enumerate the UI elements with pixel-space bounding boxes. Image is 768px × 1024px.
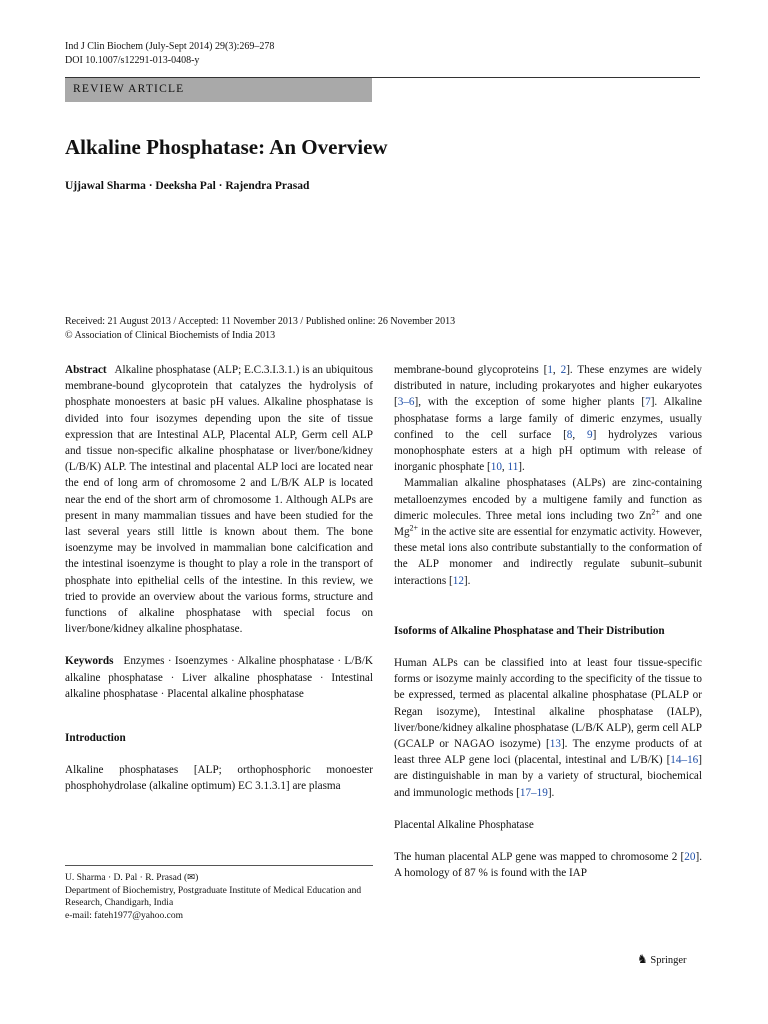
doi[interactable]: DOI 10.1007/s12291-013-0408-y	[65, 55, 200, 66]
correspondence-email[interactable]: e-mail: fateh1977@yahoo.com	[65, 910, 183, 921]
introduction-heading: Introduction	[65, 732, 126, 745]
correspondence-dept: Department of Biochemistry, Postgraduate Institute of Medical Education and Research, Chandigarh, India	[65, 885, 362, 908]
abstract	[65, 362, 373, 637]
citation-link[interactable]: 8	[566, 428, 573, 441]
journal-citation	[65, 40, 274, 68]
author-list: Ujjawal Sharma · Deeksha Pal · Rajendra Prasad	[65, 180, 310, 192]
citation-link[interactable]: 11	[507, 461, 519, 474]
publisher-logo	[637, 952, 687, 967]
article-title: Alkaline Phosphatase: An Overview	[65, 135, 388, 159]
subheading-placental: Placental Alkaline Phosphatase	[394, 818, 534, 831]
citation-link[interactable]: 9	[587, 428, 593, 441]
publication-dates	[65, 315, 455, 343]
citation-link[interactable]: 12	[452, 574, 464, 587]
copyright-line: © Association of Clinical Biochemists of India 2013	[65, 330, 276, 341]
article-type-label: REVIEW ARTICLE	[73, 83, 185, 95]
history-dates: Received: 21 August 2013 / Accepted: 11 November 2013 / Published online: 26 November 2013	[65, 316, 456, 327]
right-column	[394, 362, 702, 881]
publisher-name: Springer	[650, 955, 687, 966]
paragraph-glycoproteins: membrane-bound glycoproteins [1, 2]. These enzymes are widely distributed in nature, including prokaryotes and higher eukaryotes [3–6], with the exception of some higher plants [7]. Alkaline phosphatase forms a large family of dimeric enzymes, usually confined to the cell surface [8, 9] hydrolyzes various monophosphate esters at a high pH optimum with release of inorganic phosphate [10, 11].	[394, 364, 703, 474]
citation-link[interactable]: 2	[560, 364, 567, 376]
keywords-text: Enzymes · Isoenzymes · Alkaline phosphatase · L/B/K alkaline phosphatase · Liver alkaline phosphatase · Intestinal alkaline phosphatase · Placental alkaline phosphatase	[65, 655, 373, 700]
citation-link[interactable]: 20	[684, 851, 696, 864]
citation-link[interactable]: 13	[549, 738, 561, 751]
citation-link[interactable]: 1	[547, 364, 553, 376]
abstract-label: Abstract	[65, 364, 107, 376]
citation-link[interactable]: 14–16	[670, 754, 699, 767]
paragraph-placental: The human placental ALP gene was mapped to chromosome 2 [20]. A homology of 87 % is found with the IAP	[394, 851, 702, 880]
journal-line: Ind J Clin Biochem (July-Sept 2014) 29(3):269–278	[65, 41, 275, 52]
citation-link[interactable]: 3–6	[397, 396, 415, 409]
paragraph-mammalian-alps: Mammalian alkaline phosphatases (ALPs) are zinc-containing metalloenzymes encoded by a multigene family and function as dimeric molecules. Three metal ions including two $Zn^{2+}$ and one $Mg^{2+}$ in the active site are essential for enzymatic activity. However, these metal ions also contribute substantially to the conformation of the ALP monomer and indirectly regulate subunit–subunit interactions [12].	[394, 477, 703, 587]
correspondence-names: U. Sharma · D. Pal · R. Prasad (✉)	[65, 873, 199, 883]
citation-link[interactable]: 17–19	[519, 786, 548, 799]
keywords	[65, 653, 373, 702]
correspondence-block	[65, 865, 373, 922]
section-heading-isoforms: Isoforms of Alkaline Phosphatase and Their Distribution	[394, 624, 665, 637]
left-column	[65, 362, 373, 795]
keywords-label: Keywords	[65, 655, 114, 668]
introduction-text: Alkaline phosphatases [ALP; orthophosphoric monoester phosphohydrolase (alkaline optimum) EC 3.1.3.1] are plasma	[65, 764, 373, 793]
springer-horse-icon: ♞	[637, 952, 648, 966]
citation-link[interactable]: 10	[490, 461, 502, 474]
abstract-text: Alkaline phosphatase (ALP; E.C.3.I.3.1.) is an ubiquitous membrane-bound glycoprotein that catalyzes the hydrolysis of phosphate monoesters at basic pH values. Alkaline phosphatase is divided into four isozymes depending upon the site of tissue expression that are Intestinal ALP, Placental ALP, Germ cell ALP and tissue non-specific alkaline phosphatase or liver/bone/kidney (L/B/K) ALP. The intestinal and placental ALP loci are located near the end of long arm of chromosome 2 and L/B/K ALP is located near the end of the short arm of chromosome 1. Although ALPs are present in many mammalian tissues and have been studied for the last several years still little is known about them. The bone isoenzyme may be involved in mammalian bone calcification and the intestinal isoenzyme is thought to play a role in the transport of phosphate into epithelial cells of the intestine. In this review, we tried to provide an overview about the various forms, structure and functions of alkaline phosphatase with special focus on liver/bone/kidney alkaline phosphatase.	[65, 364, 373, 636]
citation-link[interactable]: 7	[645, 396, 651, 409]
article-type-banner	[65, 78, 372, 102]
paragraph-isoforms: Human ALPs can be classified into at least four tissue-specific forms or isozyme mainly according to the specificity of the tissue to be expressed, termed as placental alkaline phosphatase (PLALP or Regan isozyme), Intestinal alkaline phosphatase (IALP), liver/bone/kidney alkaline phosphatase (L/B/K ALP), germ cell ALP (GCALP or NAGAO isozyme) [13]. The enzyme products of at least three ALP gene loci (placental, intestinal and L/B/K) [14–16] are distinguishable in man by a variety of structural, biochemical and immunologic methods [17–19].	[394, 657, 702, 799]
